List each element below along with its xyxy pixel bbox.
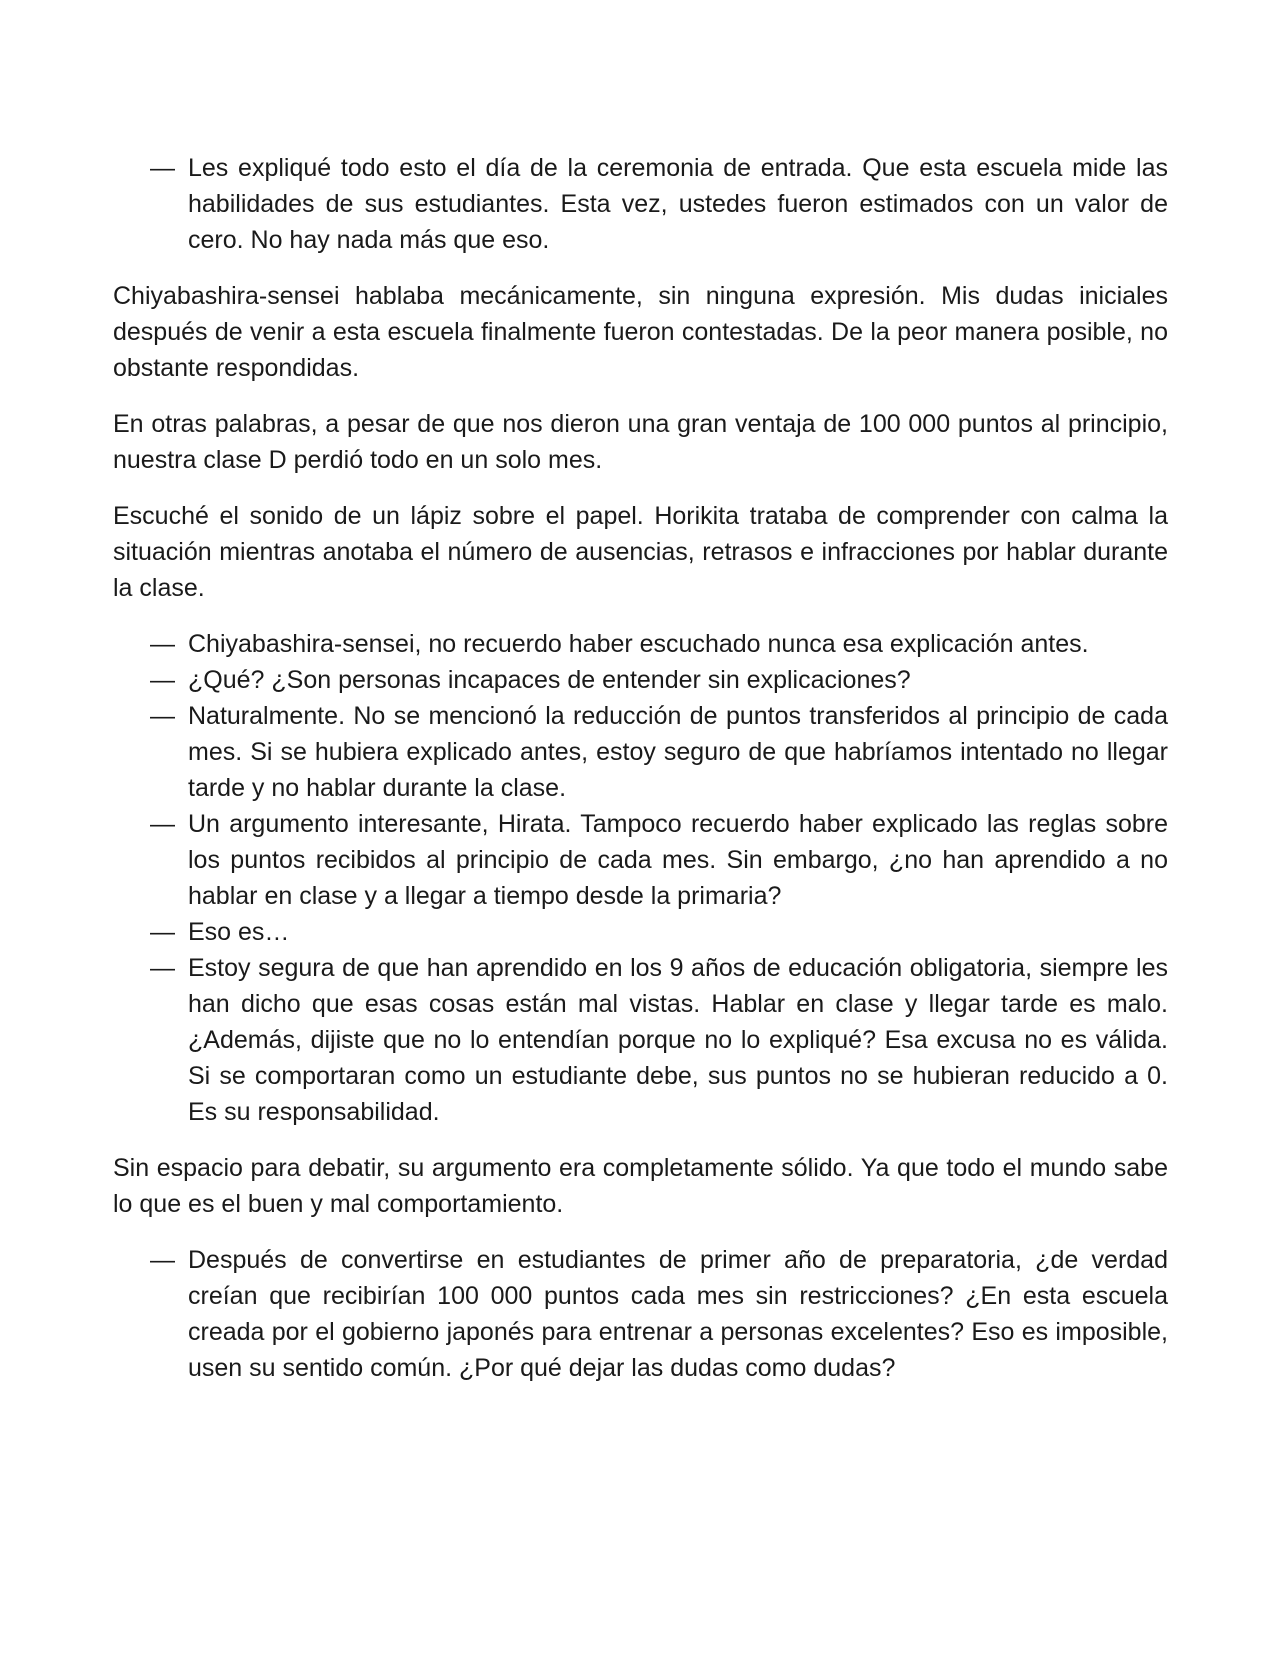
dialogue-block-2 [113,626,1168,1130]
em-dash: — [150,918,175,946]
dialogue-line [113,626,1168,662]
dialogue-text: Después de convertirse en estudiantes de primer año de preparatoria, ¿de verdad creían que recibirían 100 000 puntos cada mes sin restricciones? ¿En esta escuela creada por el gobierno japonés para entrenar a personas excelentes? Eso es imposible, usen su sentido común. ¿Por qué dejar las dudas como dudas? [188,1246,1168,1382]
narration-paragraph-4: Sin espacio para debatir, su argumento era completamente sólido. Ya que todo el mundo sabe lo que es el buen y mal comportamiento. [113,1154,1168,1218]
dialogue-line [113,150,1168,258]
dialogue-text: Un argumento interesante, Hirata. Tampoco recuerdo haber explicado las reglas sobre los puntos recibidos al principio de cada mes. Sin embargo, ¿no han aprendido a no hablar en clase y a llegar a tiempo desde la primaria? [188,810,1168,910]
dialogue-text: ¿Qué? ¿Son personas incapaces de entender sin explicaciones? [188,666,911,694]
dialogue-line [113,662,1168,698]
dialogue-text: Naturalmente. No se mencionó la reducción de puntos transferidos al principio de cada mes. Si se hubiera explicado antes, estoy seguro de que habríamos intentado no llegar tarde y no hablar durante la clase. [188,702,1168,802]
em-dash: — [150,954,175,982]
em-dash: — [150,810,175,838]
dialogue-line [113,1242,1168,1386]
em-dash: — [150,702,175,730]
em-dash: — [150,666,175,694]
narration-paragraph-2: En otras palabras, a pesar de que nos dieron una gran ventaja de 100 000 puntos al principio, nuestra clase D perdió todo en un solo mes. [113,410,1168,474]
dialogue-line [113,806,1168,914]
dialogue-text: Estoy segura de que han aprendido en los 9 años de educación obligatoria, siempre les han dicho que esas cosas están mal vistas. Hablar en clase y llegar tarde es malo. ¿Además, dijiste que no lo entendían porque no lo expliqué? Esa excusa no es válida. Si se comportaran como un estudiante debe, sus puntos no se hubieran reducido a 0. Es su responsabilidad. [188,954,1168,1126]
dialogue-line [113,950,1168,1130]
em-dash: — [150,154,175,182]
dialogue-block-1 [113,150,1168,258]
dialogue-line [113,914,1168,950]
dialogue-text: Chiyabashira-sensei, no recuerdo haber escuchado nunca esa explicación antes. [188,630,1089,658]
narration-paragraph-3: Escuché el sonido de un lápiz sobre el papel. Horikita trataba de comprender con calma la situación mientras anotaba el número de ausencias, retrasos e infracciones por hablar durante la clase. [113,502,1168,602]
narration-paragraph-1: Chiyabashira-sensei hablaba mecánicamente, sin ninguna expresión. Mis dudas iniciales después de venir a esta escuela finalmente fueron contestadas. De la peor manera posible, no obstante respondidas. [113,282,1168,382]
dialogue-text: Eso es… [188,918,290,946]
em-dash: — [150,630,175,658]
dialogue-block-3 [113,1242,1168,1386]
em-dash: — [150,1246,175,1274]
dialogue-text: Les expliqué todo esto el día de la ceremonia de entrada. Que esta escuela mide las habilidades de sus estudiantes. Esta vez, ustedes fueron estimados con un valor de cero. No hay nada más que eso. [188,154,1168,254]
dialogue-line [113,698,1168,806]
document-page [113,150,1168,1406]
